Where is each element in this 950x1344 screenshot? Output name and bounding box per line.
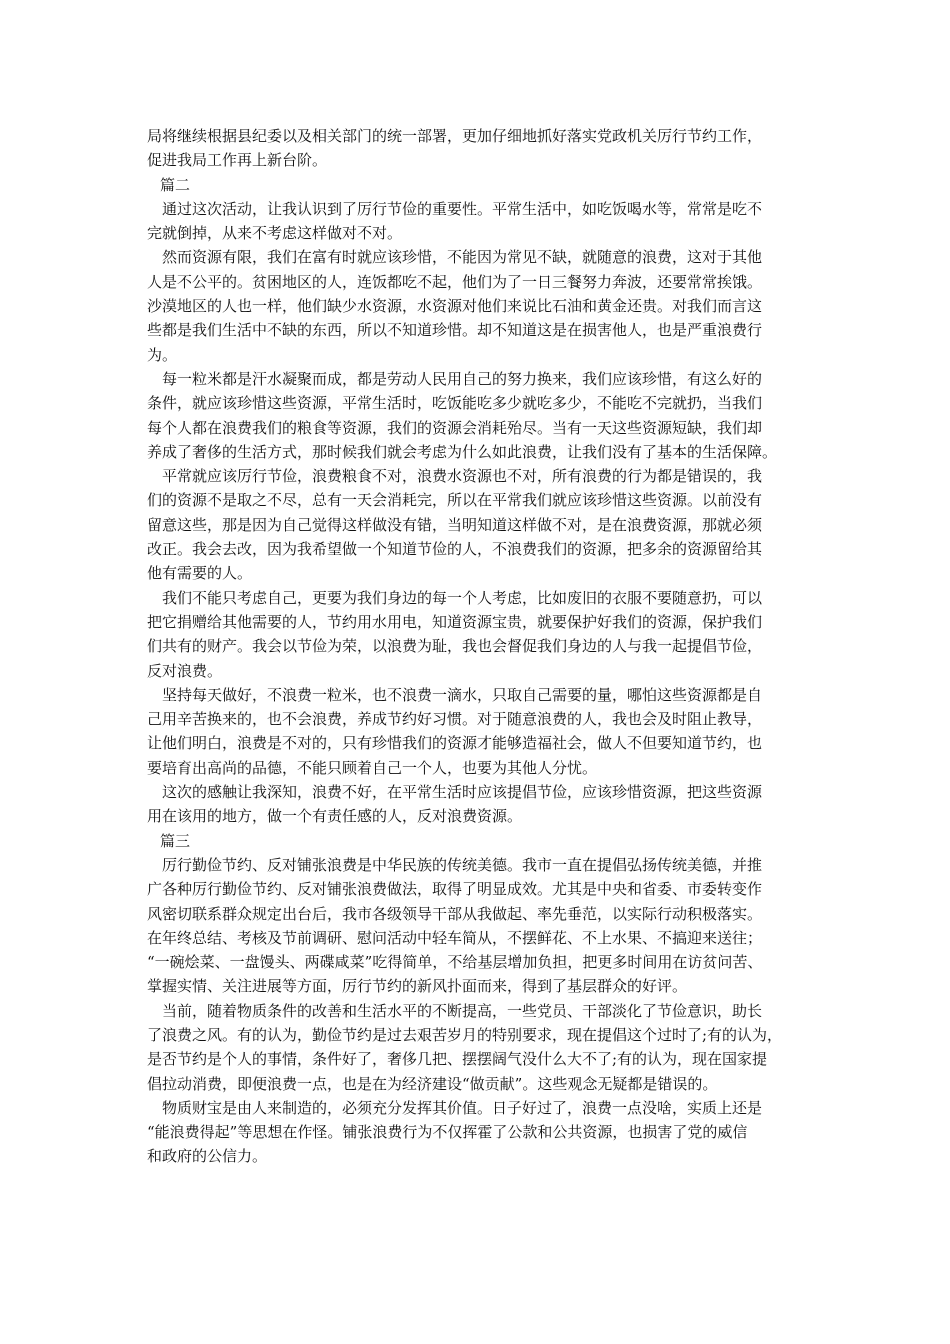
document-page xyxy=(147,124,807,1169)
text-line: 沙漠地区的人也一样，他们缺少水资源，水资源对他们来说比石油和黄金还贵。对我们而言这 xyxy=(147,297,763,316)
text-line: 平常就应该厉行节俭，浪费粮食不对，浪费水资源也不对，所有浪费的行为都是错误的，我 xyxy=(147,467,763,486)
text-line: 了浪费之风。有的认为，勤俭节约是过去艰苦岁月的特别要求，现在提倡这个过时了;有的认为， xyxy=(147,1025,783,1044)
text-line: 通过这次活动，让我认识到了厉行节俭的重要性。平常生活中，如吃饭喝水等，常常是吃不 xyxy=(147,199,763,218)
text-line: 改正。我会去改，因为我希望做一个知道节俭的人，不浪费我们的资源，把多余的资源留给其 xyxy=(147,540,763,559)
text-line: 养成了奢侈的生活方式，那时候我们就会考虑为什么如此浪费，让我们没有了基本的生活保障。 xyxy=(147,442,778,461)
text-line: 留意这些，那是因为自己觉得这样做没有错，当明知道这样做不对，是在浪费资源，那就必须 xyxy=(147,515,763,534)
paragraph xyxy=(147,367,807,464)
text-line: 为。 xyxy=(147,345,178,364)
paragraph xyxy=(147,853,807,999)
text-line: 让他们明白，浪费是不对的，只有珍惜我们的资源才能够造福社会，做人不但要知道节约，也 xyxy=(147,734,763,753)
text-line: 促进我局工作再上新台阶。 xyxy=(147,151,328,170)
paragraph xyxy=(147,197,807,246)
text-line: 是否节约是个人的事情，条件好了，奢侈几把、摆摆阔气没什么大不了;有的认为，现在国家提 xyxy=(147,1050,768,1069)
text-line: “能浪费得起”等思想在作怪。铺张浪费行为不仅挥霍了公款和公共资源，也损害了党的威信 xyxy=(147,1123,748,1142)
text-line: 人是不公平的。贫困地区的人，连饭都吃不起，他们为了一日三餐努力奔波，还要常常挨饿。 xyxy=(147,272,763,291)
text-line: 和政府的公信力。 xyxy=(147,1147,268,1166)
paragraph xyxy=(147,780,807,829)
text-line: 坚持每天做好，不浪费一粒米，也不浪费一滴水，只取自己需要的量，哪怕这些资源都是自 xyxy=(147,685,763,704)
text-line: 把它捐赠给其他需要的人，节约用水用电，知道资源宝贵，就要保护好我们的资源，保护我们 xyxy=(147,612,763,631)
text-line: “一碗烩菜、一盘馒头、两碟咸菜”吃得简单，不给基层增加负担，把更多时间用在访贫问苦、 xyxy=(147,953,763,972)
text-line: 局将继续根据县纪委以及相关部门的统一部署，更加仔细地抓好落实党政机关厉行节约工作， xyxy=(147,127,763,145)
text-line: 些都是我们生活中不缺的东西，所以不知道珍惜。却不知道这是在损害他人，也是严重浪费行 xyxy=(147,321,763,340)
text-line: 条件，就应该珍惜这些资源，平常生活时，吃饭能吃多少就吃多少，不能吃不完就扔，当我们 xyxy=(147,394,763,413)
paragraph xyxy=(147,464,807,585)
section-heading: 篇二 xyxy=(160,175,191,194)
section-heading: 篇三 xyxy=(160,831,191,850)
paragraph xyxy=(147,1096,807,1169)
text-line: 这次的感触让我深知，浪费不好，在平常生活时应该提倡节俭，应该珍惜资源，把这些资源 xyxy=(147,783,763,802)
text-line: 在年终总结、考核及节前调研、慰问活动中轻车简从，不摆鲜花、不上水果、不搞迎来送往； xyxy=(147,928,763,947)
text-line: 当前，随着物质条件的改善和生活水平的不断提高，一些党员、干部淡化了节俭意识，助长 xyxy=(147,1001,763,1020)
text-line: 广各种厉行勤俭节约、反对铺张浪费做法，取得了明显成效。尤其是中央和省委、市委转变作 xyxy=(147,880,763,899)
text-line: 倡拉动消费，即便浪费一点，也是在为经济建设“做贡献”。这些观念无疑都是错误的。 xyxy=(147,1074,718,1093)
text-line: 每一粒米都是汗水凝聚而成，都是劳动人民用自己的努力换来，我们应该珍惜，有这么好的 xyxy=(147,369,763,388)
text-line: 掌握实情、关注进展等方面，厉行节约的新风扑面而来，得到了基层群众的好评。 xyxy=(147,977,688,996)
text-line: 风密切联系群众规定出台后，我市各级领导干部从我做起、率先垂范，以实际行动积极落实。 xyxy=(147,904,763,923)
text-line: 然而资源有限，我们在富有时就应该珍惜，不能因为常见不缺，就随意的浪费，这对于其他 xyxy=(147,248,763,267)
text-line: 物质财宝是由人来制造的，必须充分发挥其价值。日子好过了，浪费一点没啥，实质上还是 xyxy=(147,1098,763,1117)
text-line: 我们不能只考虑自己，更要为我们身边的每一个人考虑，比如废旧的衣服不要随意扔，可以 xyxy=(147,588,763,607)
paragraph xyxy=(147,586,807,683)
text-line: 们的资源不是取之不尽，总有一天会消耗完，所以在平常我们就应该珍惜这些资源。以前没有 xyxy=(147,491,763,510)
text-line: 反对浪费。 xyxy=(147,661,223,680)
text-line: 完就倒掉，从来不考虑这样做对不对。 xyxy=(147,224,403,243)
text-line: 每个人都在浪费我们的粮食等资源，我们的资源会消耗殆尽。当有一天这些资源短缺，我们却 xyxy=(147,418,763,437)
text-line: 要培育出高尚的品德，不能只顾着自己一个人，也要为其他人分忧。 xyxy=(147,758,598,777)
text-line: 己用辛苦换来的，也不会浪费，养成节约好习惯。对于随意浪费的人，我也会及时阻止教导， xyxy=(147,710,763,729)
paragraph xyxy=(147,683,807,780)
text-line: 们共有的财产。我会以节俭为荣，以浪费为耻，我也会督促我们身边的人与我一起提倡节俭， xyxy=(147,637,763,656)
text-line: 用在该用的地方，做一个有责任感的人，反对浪费资源。 xyxy=(147,807,523,826)
paragraph xyxy=(147,124,807,173)
paragraph xyxy=(147,245,807,366)
text-line: 他有需要的人。 xyxy=(147,564,253,583)
paragraph xyxy=(147,999,807,1096)
text-line: 厉行勤俭节约、反对铺张浪费是中华民族的传统美德。我市一直在提倡弘扬传统美德，并推 xyxy=(147,855,763,874)
